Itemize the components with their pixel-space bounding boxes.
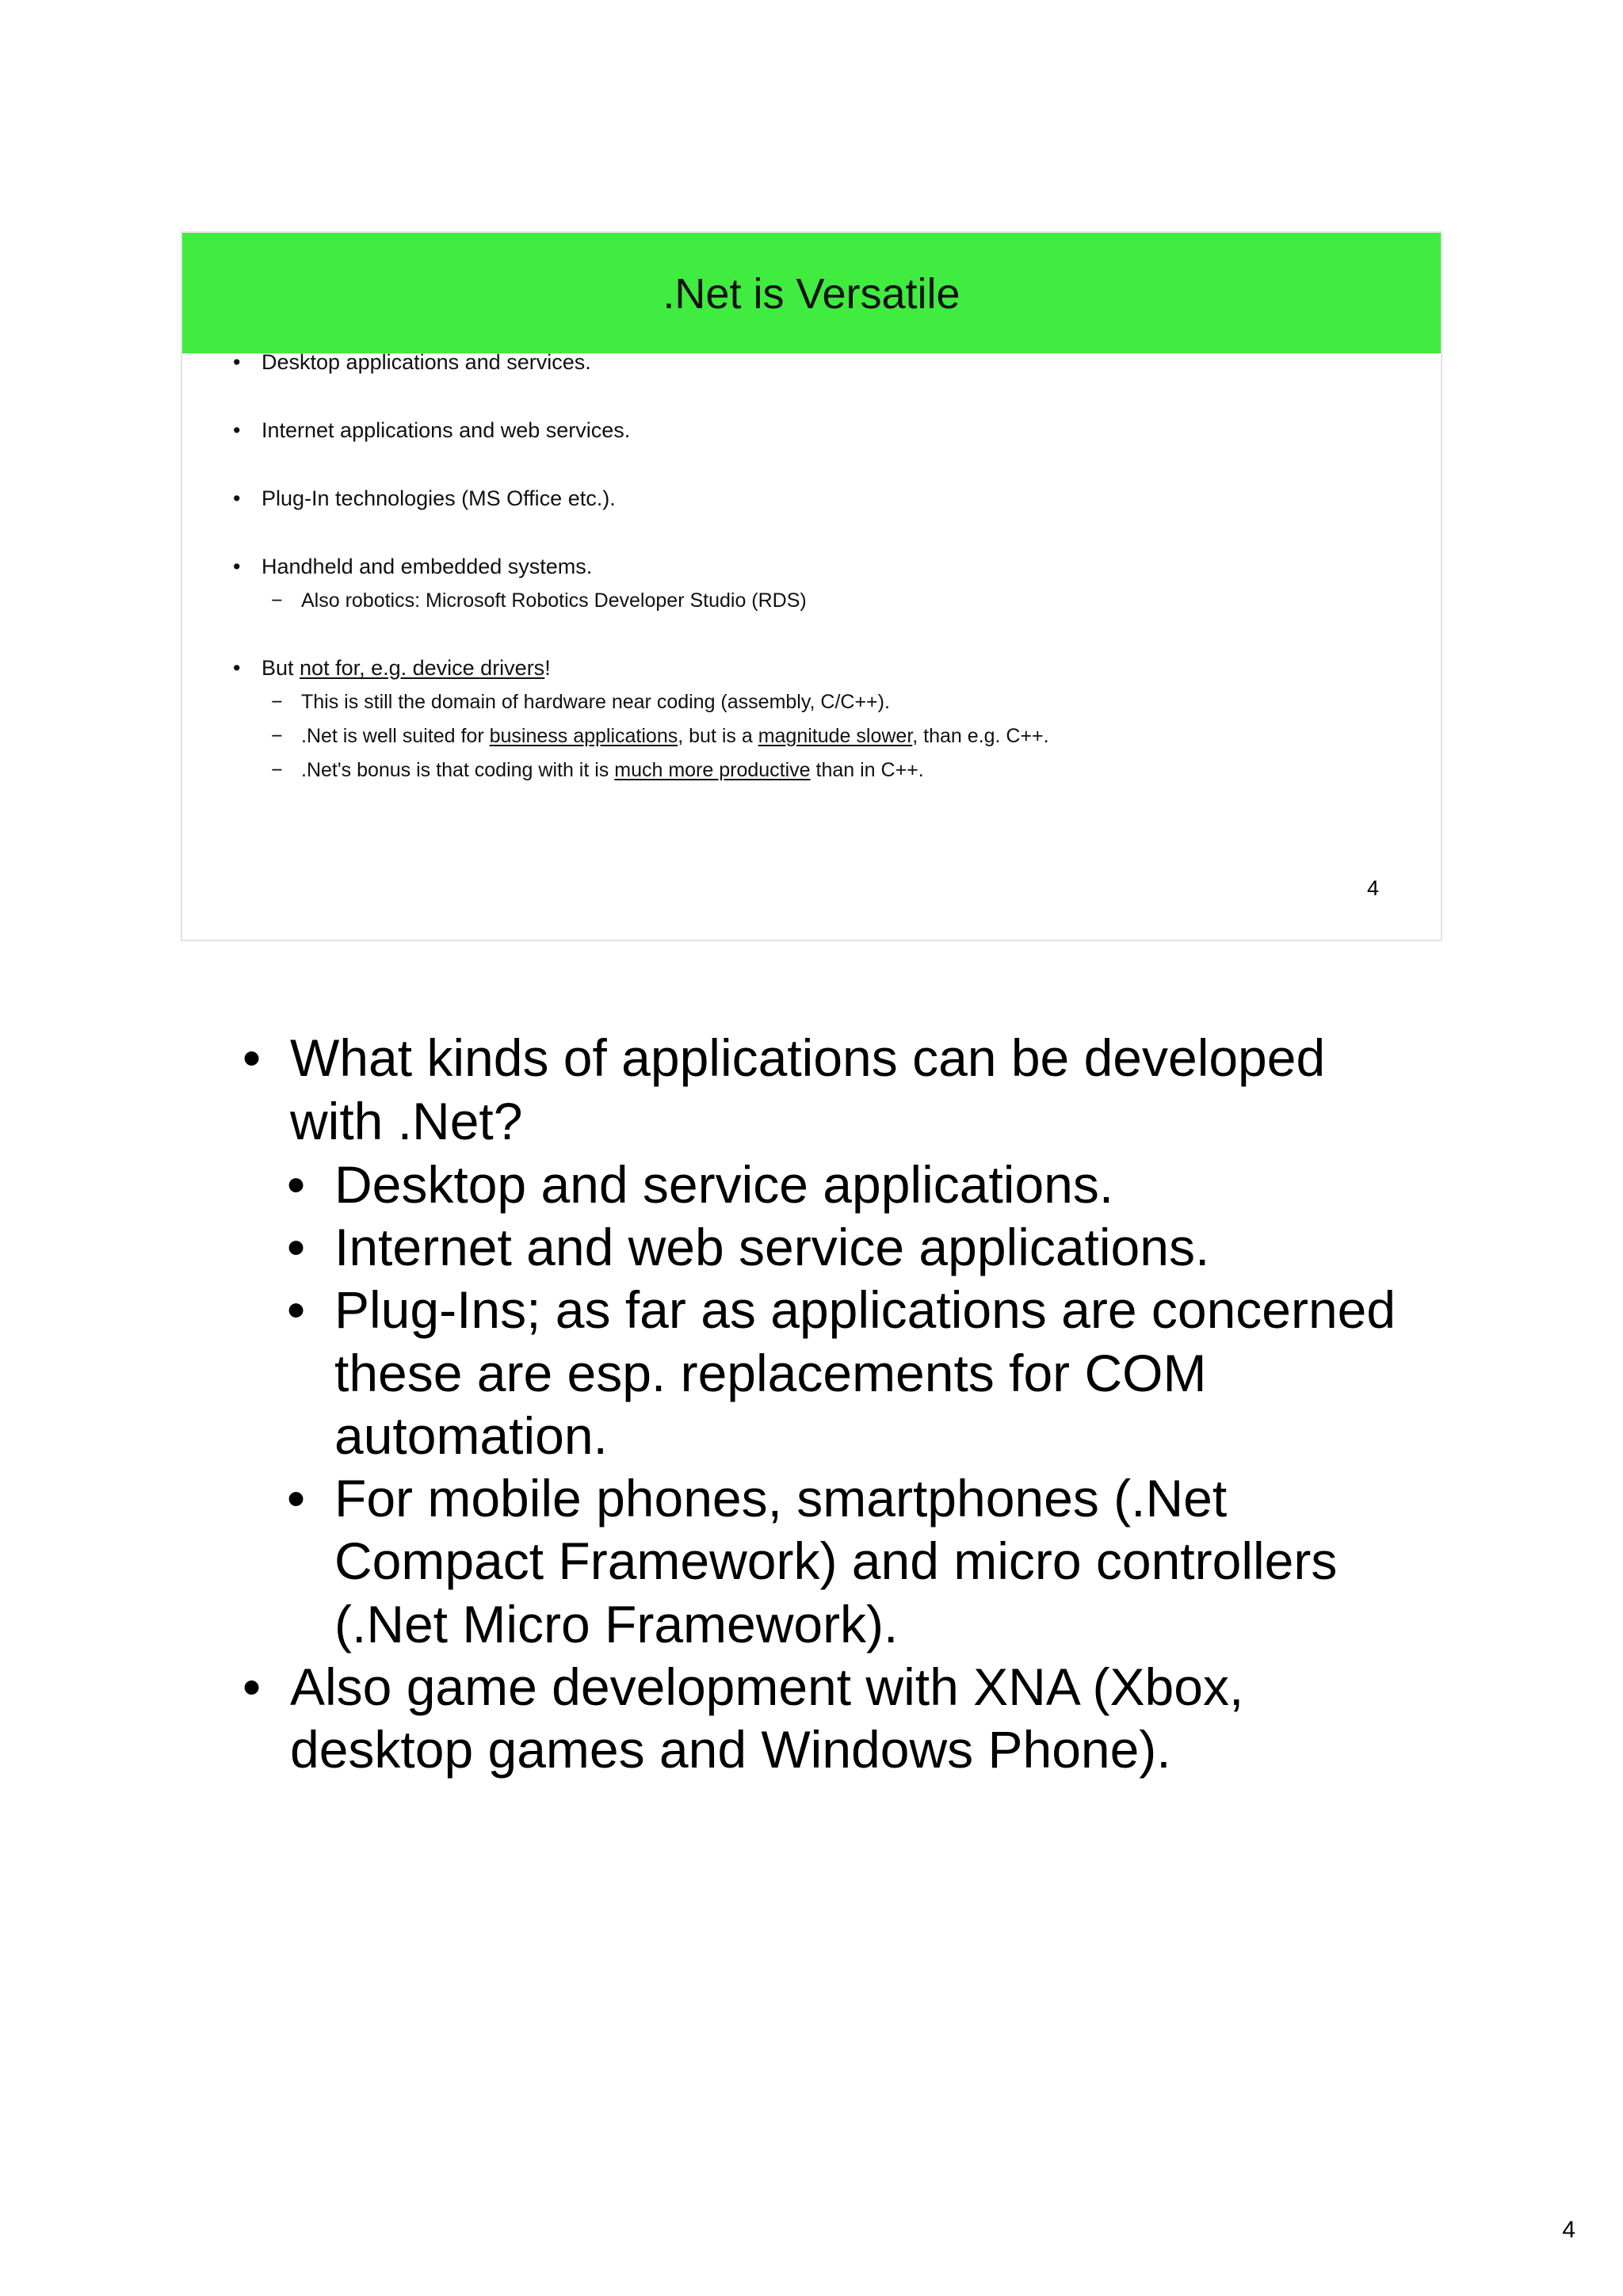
slide-bullet-desktop: Desktop applications and services. bbox=[262, 350, 591, 374]
notes-line: Desktop and service applications. bbox=[334, 1155, 1114, 1214]
bullet-icon: • bbox=[233, 656, 241, 680]
notes-line: Internet and web service applications. bbox=[334, 1218, 1210, 1276]
page-number: 4 bbox=[1562, 2217, 1575, 2243]
dash-icon: − bbox=[271, 589, 283, 612]
text-fragment: ! bbox=[544, 656, 551, 680]
bullet-icon: • bbox=[233, 350, 241, 374]
bullet-icon: • bbox=[242, 1028, 262, 1087]
notes-line: desktop games and Windows Phone). bbox=[290, 1720, 1171, 1779]
notes-line: What kinds of applications can be developed bbox=[290, 1028, 1326, 1087]
notes-line: For mobile phones, smartphones (.Net bbox=[334, 1469, 1228, 1527]
dash-icon: − bbox=[271, 725, 283, 747]
notes-line: Plug-Ins; as far as applications are concerned bbox=[334, 1280, 1396, 1339]
underlined-text: not for, e.g. device drivers bbox=[300, 656, 545, 680]
slide-number: 4 bbox=[1366, 876, 1379, 900]
slide-title: .Net is Versatile bbox=[663, 270, 960, 318]
bullet-icon: • bbox=[233, 418, 241, 442]
notes-line: Also game development with XNA (Xbox, bbox=[290, 1657, 1244, 1716]
dash-icon: − bbox=[271, 759, 283, 781]
text-fragment: .Net is well suited for bbox=[301, 725, 490, 747]
text-fragment: .Net's bonus is that coding with it is bbox=[301, 759, 615, 781]
bullet-icon: • bbox=[233, 555, 241, 578]
dash-icon: − bbox=[271, 691, 283, 713]
underlined-text: business applications bbox=[489, 725, 678, 747]
slide-subbullet-robotics: Also robotics: Microsoft Robotics Developer Studio (RDS) bbox=[301, 589, 807, 612]
slide-subbullet-hardware: This is still the domain of hardware near coding (assembly, C/C++). bbox=[301, 691, 890, 713]
slide-bullet-plugin: Plug-In technologies (MS Office etc.). bbox=[262, 486, 616, 510]
underlined-text: magnitude slower bbox=[758, 725, 913, 747]
notes-line: Compact Framework) and micro controllers bbox=[334, 1531, 1338, 1590]
text-fragment: than in C++. bbox=[810, 759, 924, 781]
slide-bullet-internet: Internet applications and web services. bbox=[262, 418, 631, 442]
text-fragment: But bbox=[262, 656, 300, 680]
bullet-icon: • bbox=[287, 1469, 306, 1527]
notes-line: automation. bbox=[334, 1406, 608, 1465]
bullet-icon: • bbox=[242, 1657, 262, 1716]
underlined-text: much more productive bbox=[614, 759, 811, 781]
bullet-icon: • bbox=[287, 1218, 306, 1276]
bullet-icon: • bbox=[287, 1280, 306, 1339]
bullet-icon: • bbox=[287, 1155, 306, 1214]
bullet-icon: • bbox=[233, 486, 241, 510]
notes-line: (.Net Micro Framework). bbox=[334, 1595, 899, 1653]
notes-line: these are esp. replacements for COM bbox=[334, 1344, 1207, 1402]
text-fragment: , but is a bbox=[678, 725, 758, 747]
notes-line: with .Net? bbox=[290, 1092, 523, 1150]
slide-bullet-handheld: Handheld and embedded systems. bbox=[262, 555, 593, 578]
text-fragment: , than e.g. C++. bbox=[912, 725, 1049, 747]
